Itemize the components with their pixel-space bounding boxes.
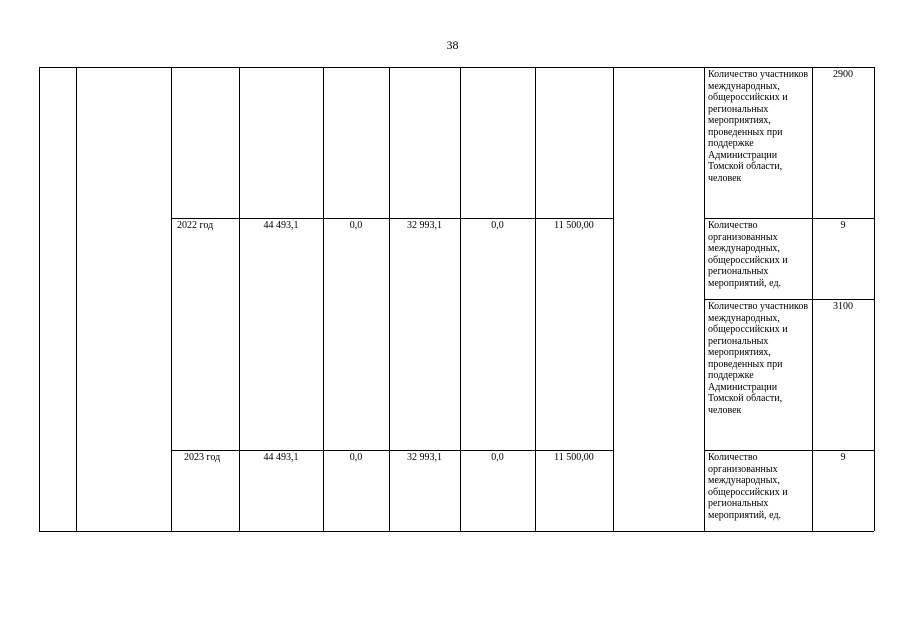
row-separator <box>171 450 613 451</box>
indicator-label: Количество участников международных, общероссийских и региональных мероприятиях, проведенных при поддержке Администрации Томской области, человек <box>708 69 809 184</box>
indicator-label: Количество организованных международных, общероссийских и региональных мероприятий, ед. <box>708 220 788 289</box>
federal-cell: 0,0 <box>349 220 363 231</box>
table-top-border <box>39 67 874 68</box>
indicator-label: Количество участников международных, общероссийских и региональных мероприятиях, проведенных при поддержке Администрации Томской области, человек <box>708 301 809 416</box>
col-border <box>874 67 875 531</box>
local-cell: 0,0 <box>491 220 504 231</box>
indicator-separator <box>704 218 874 219</box>
federal-cell: 0,0 <box>349 452 363 463</box>
year-cell: 2023 год <box>184 452 221 463</box>
regional-cell: 32 993,1 <box>407 220 442 231</box>
indicator-separator <box>704 299 874 300</box>
indicator-separator <box>704 450 874 451</box>
col-border <box>613 67 614 531</box>
indicator-value: 2900 <box>833 69 853 80</box>
indicator-value: 9 <box>840 452 846 463</box>
extrabudget-cell: 11 500,00 <box>554 452 594 463</box>
indicator-value: 9 <box>840 220 846 231</box>
local-cell: 0,0 <box>491 452 504 463</box>
regional-cell: 32 993,1 <box>407 452 442 463</box>
year-cell: 2022 год <box>177 220 214 231</box>
total-cell: 44 493,1 <box>263 452 299 463</box>
table-bottom-border <box>39 531 874 532</box>
total-cell: 44 493,1 <box>263 220 299 231</box>
page-number: 38 <box>446 38 459 52</box>
indicator-label: Количество организованных международных, общероссийских и региональных мероприятий, ед. <box>708 452 788 521</box>
col-border <box>39 67 40 531</box>
indicator-value: 3100 <box>833 301 853 312</box>
col-border <box>76 67 77 531</box>
extrabudget-cell: 11 500,00 <box>554 220 594 231</box>
col-border <box>171 67 172 531</box>
row-separator <box>171 218 613 219</box>
